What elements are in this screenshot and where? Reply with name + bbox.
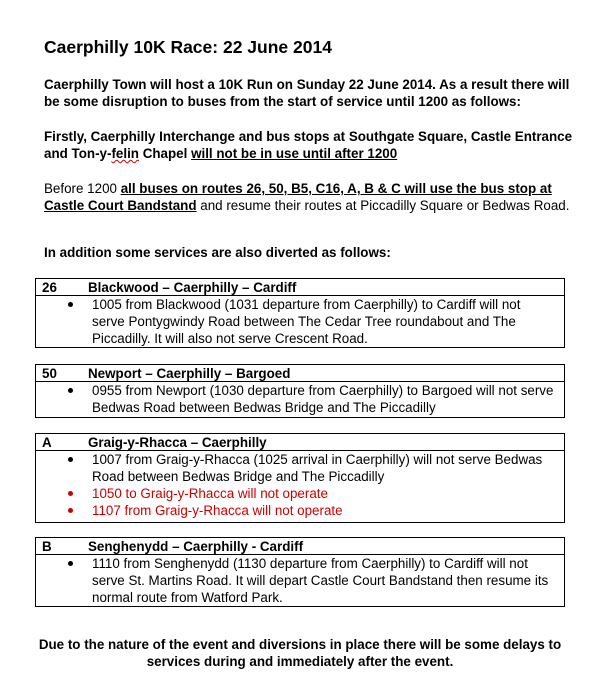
firstly-underlined-text: will not be in use until after 1200 xyxy=(191,146,398,161)
list-item: 1110 from Senghenydd (1130 departure from Caerphilly) to Cardiff will not serve St. Martins Road. It will depart Castle Court Bandstand then resume its normal route from Watford Park. xyxy=(92,555,554,606)
footer-note: Due to the nature of the event and diversions in place there will be some delays to services during and immediately after the event. xyxy=(38,637,562,669)
route-name: Blackwood – Caerphilly – Cardiff xyxy=(88,280,297,295)
route-a-list xyxy=(36,451,564,523)
page-title: Caerphilly 10K Race: 22 June 2014 xyxy=(44,37,332,57)
addition-heading: In addition some services are also diverted as follows: xyxy=(44,245,391,260)
route-50-body xyxy=(35,382,565,418)
route-number: A xyxy=(42,435,52,450)
firstly-text: Firstly, Caerphilly Interchange and bus stops at Southgate Square, Castle Entrance and Ton-y- xyxy=(44,129,573,161)
firstly-paragraph xyxy=(44,128,574,162)
route-a-body xyxy=(35,451,565,523)
route-number: 50 xyxy=(42,366,57,381)
list-item-cancelled: 1107 from Graig-y-Rhacca will not operate xyxy=(92,502,554,519)
route-26-list xyxy=(36,296,564,351)
route-50-header xyxy=(35,364,565,382)
route-name: Senghenydd – Caerphilly - Cardiff xyxy=(88,539,304,554)
route-name: Newport – Caerphilly – Bargoed xyxy=(88,366,291,381)
route-b-list xyxy=(36,555,564,610)
route-50-list xyxy=(36,382,564,420)
route-26-header xyxy=(35,278,565,296)
spellcheck-word: felin xyxy=(111,146,139,161)
route-a-header xyxy=(35,433,565,451)
firstly-mid-text: Chapel xyxy=(138,146,192,161)
route-b-header xyxy=(35,537,565,555)
before-paragraph xyxy=(44,180,574,214)
route-number: 26 xyxy=(42,280,57,295)
route-26-body xyxy=(35,296,565,348)
intro-paragraph: Caerphilly Town will host a 10K Run on Sunday 22 June 2014. As a result there will be some disruption to buses from the start of service until 1200 as follows: xyxy=(44,77,570,109)
route-name: Graig-y-Rhacca – Caerphilly xyxy=(88,435,267,450)
list-item: 1005 from Blackwood (1031 departure from Caerphilly) to Cardiff will not serve Pontygwindy Road between The Cedar Tree roundabout and The Piccadilly. It will also not serve Crescent Road. xyxy=(92,296,554,347)
route-b-body xyxy=(35,555,565,607)
list-item: 0955 from Newport (1030 departure from Caerphilly) to Bargoed will not serve Bedwas Road between Bedwas Bridge and The Piccadilly xyxy=(92,383,554,415)
list-item: 1007 from Graig-y-Rhacca (1025 arrival in Caerphilly) will not serve Bedwas Road between Bedwas Bridge and The Piccadilly xyxy=(92,451,554,485)
before-underlined-text: all buses on routes 26, 50, B5, C16, A, B & C will use the bus stop at Castle Court Bandstand xyxy=(44,181,552,213)
route-number: B xyxy=(42,539,52,554)
list-item-cancelled: 1050 to Graig-y-Rhacca will not operate xyxy=(92,485,554,502)
before-end-text: and resume their routes at Piccadilly Square or Bedwas Road. xyxy=(196,198,570,213)
before-text: Before 1200 xyxy=(44,181,121,196)
